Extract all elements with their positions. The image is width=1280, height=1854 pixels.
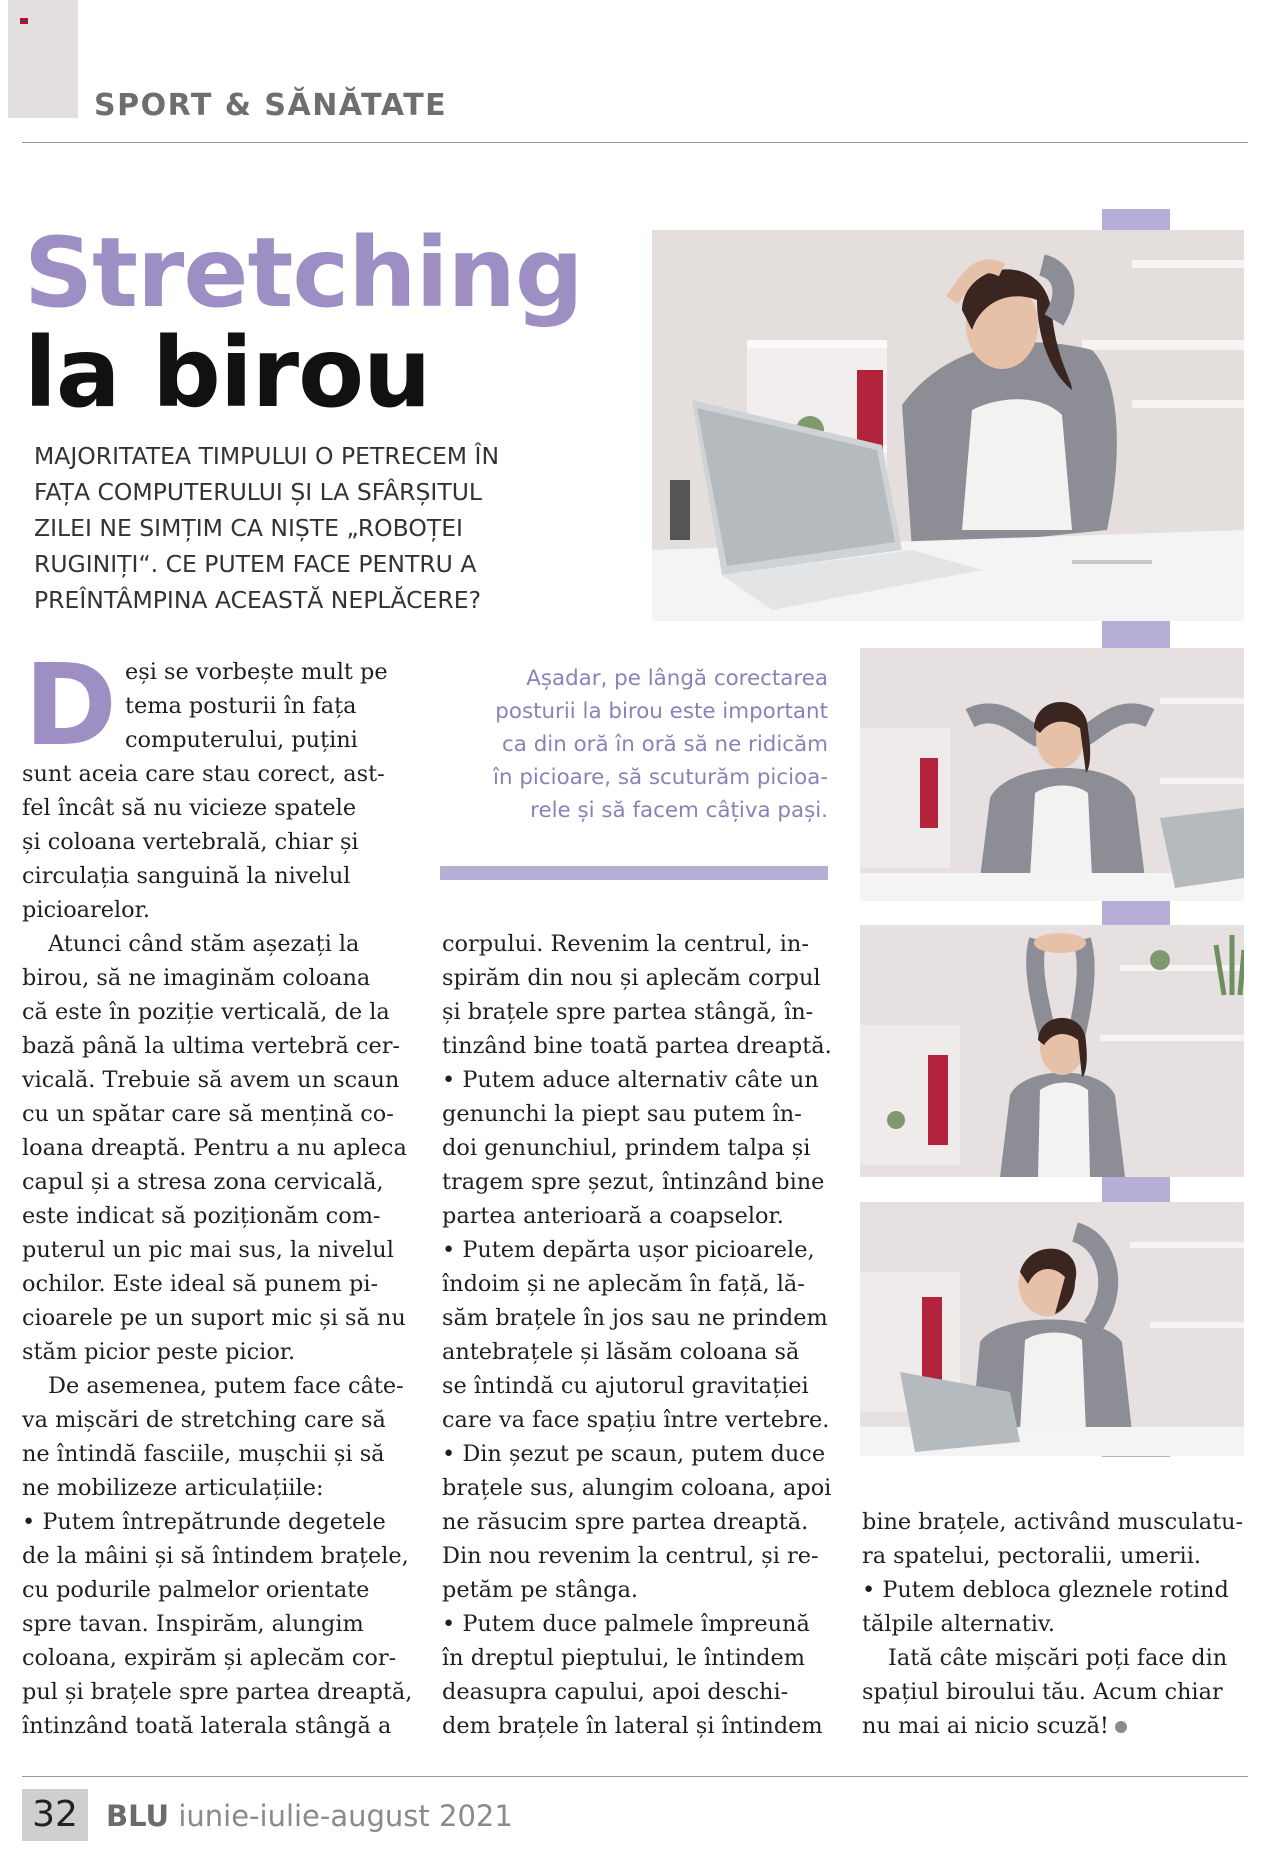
- lead-line: PREÎNTÂMPINA ACEASTĂ NEPLĂCERE?: [34, 586, 482, 614]
- text-line: petăm pe stânga.: [442, 1577, 639, 1603]
- text-line: de la mâini și să întindem brațele,: [22, 1543, 409, 1569]
- text-line-content: nu mai ai nicio scuză!: [862, 1713, 1109, 1739]
- text-line: ochilor. Este ideal să punem pi-: [22, 1271, 379, 1297]
- text-line: partea anterioară a coapselor.: [442, 1203, 784, 1229]
- lead-line: FAȚA COMPUTERULUI ȘI LA SFÂRȘITUL: [34, 478, 482, 506]
- section-label: SPORT & SĂNĂTATE: [94, 88, 448, 123]
- issue-date: iunie-iulie-august 2021: [178, 1799, 513, 1833]
- text-line: vicală. Trebuie să avem un scaun: [22, 1067, 400, 1093]
- text-line: spațiul biroului tău. Acum chiar: [862, 1679, 1223, 1705]
- photo-hands-behind-head: [860, 648, 1244, 901]
- text-line: corpului. Revenim la centrul, in-: [442, 931, 809, 957]
- pull-quote-line: Așadar, pe lângă corectarea: [526, 666, 828, 691]
- lead-line: RUGINIȚI“. CE PUTEM FACE PENTRU A: [34, 550, 477, 578]
- text-line: doi genunchiul, prindem talpa și: [442, 1135, 811, 1161]
- text-line: Atunci când stăm așezați la: [48, 931, 360, 957]
- text-line: este indicat să poziționăm com-: [22, 1203, 381, 1229]
- text-line: se întindă cu ajutorul gravitației: [442, 1373, 809, 1399]
- text-line: • Din șezut pe scaun, putem duce: [442, 1441, 826, 1467]
- text-line: spre tavan. Inspirăm, alungim: [22, 1611, 364, 1637]
- text-line: deasupra capului, apoi deschi-: [442, 1679, 789, 1705]
- page-number: 32: [22, 1789, 88, 1841]
- text-line: • Putem debloca gleznele rotind: [862, 1577, 1229, 1603]
- text-line: tinzând bine toată partea dreaptă.: [442, 1033, 832, 1059]
- paragraph: [22, 641, 420, 927]
- text-line: antebrațele și lăsăm coloana să: [442, 1339, 800, 1365]
- text-line: picioarelor.: [22, 897, 150, 923]
- text-line: săm brațele în jos sau ne prindem: [442, 1305, 828, 1331]
- text-line: • Putem duce palmele împreună: [442, 1611, 810, 1637]
- text-line: ne răsucim spre partea dreaptă.: [442, 1509, 809, 1535]
- drop-cap: D: [24, 641, 117, 771]
- text-line: stăm picior peste picior.: [22, 1339, 296, 1365]
- publication-line: [106, 1796, 513, 1836]
- text-line: tema posturii în fața: [124, 693, 357, 719]
- pull-quote-line: posturii la birou este important: [495, 699, 828, 724]
- paragraph: [22, 927, 420, 1369]
- text-line: puterul un pic mai sus, la nivelul: [22, 1237, 394, 1263]
- text-line: computerului, puțini: [124, 727, 358, 753]
- body-column-2: [442, 927, 842, 1743]
- pull-quote-line: rele și să facem câțiva pași.: [530, 798, 828, 823]
- text-line: va mișcări de stretching care să: [22, 1407, 386, 1433]
- text-line: ne întindă fasciile, mușchii și să: [22, 1441, 385, 1467]
- text-line: spirăm din nou și aplecăm corpul: [442, 965, 821, 991]
- text-line: care va face spațiu între vertebre.: [442, 1407, 830, 1433]
- text-line: tălpile alternativ.: [862, 1611, 1056, 1637]
- text-line: circulația sanguină la nivelul: [22, 863, 351, 889]
- lead-paragraph: [34, 438, 594, 618]
- text-line: îndoim și ne aplecăm în față, lă-: [442, 1271, 805, 1297]
- lead-line: ZILEI NE SIMȚIM CA NIȘTE „ROBOȚEI: [34, 514, 463, 542]
- text-line: în dreptul pieptului, le întindem: [442, 1645, 805, 1671]
- text-line: [862, 1709, 1246, 1743]
- lead-line: MAJORITATEA TIMPULUI O PETRECEM ÎN: [34, 442, 500, 470]
- text-line: genunchi la piept sau putem în-: [442, 1101, 802, 1127]
- photo-arms-raised: [860, 925, 1244, 1177]
- page-tab: [8, 0, 78, 118]
- text-line: Iată câte mișcări poți face din: [888, 1645, 1228, 1671]
- text-line: • Putem depărta ușor picioarele,: [442, 1237, 815, 1263]
- flag-icon: [20, 18, 28, 24]
- headline-line-2: la birou: [24, 317, 431, 429]
- text-line: cioarele pe un suport mic și să nu: [22, 1305, 406, 1331]
- text-line: și brațele spre partea stângă, în-: [442, 999, 814, 1025]
- paragraph: [862, 1505, 1246, 1641]
- paragraph: [442, 927, 842, 1743]
- text-line: tragem spre șezut, întinzând bine: [442, 1169, 825, 1195]
- text-line: cu podurile palmelor orientate: [22, 1577, 370, 1603]
- text-line: bine brațele, activând musculatu-: [862, 1509, 1244, 1535]
- text-line: • Putem aduce alternativ câte un: [442, 1067, 819, 1093]
- paragraph: [22, 1369, 420, 1743]
- paragraph: [862, 1641, 1246, 1743]
- text-line: sunt aceia care stau corect, ast-: [22, 761, 385, 787]
- headline-line-1: Stretching: [24, 217, 583, 329]
- photo-neck-stretch: [860, 1202, 1244, 1456]
- text-line: De asemenea, putem face câte-: [48, 1373, 404, 1399]
- pull-quote-line: în picioare, să scuturăm picioa-: [493, 765, 828, 790]
- text-line: că este în poziție verticală, de la: [22, 999, 390, 1025]
- text-line: loana dreaptă. Pentru a nu apleca: [22, 1135, 407, 1161]
- header-rule: [22, 142, 1248, 143]
- pull-quote: [450, 662, 828, 827]
- text-line: cu un spătar care să mențină co-: [22, 1101, 394, 1127]
- text-line: pul și brațele spre partea dreaptă,: [22, 1679, 413, 1705]
- body-column-1: [22, 641, 420, 1743]
- pull-quote-line: ca din oră în oră să ne ridicăm: [502, 732, 828, 757]
- text-line: ne mobilizeze articulațiile:: [22, 1475, 324, 1501]
- text-line: întinzând toată laterala stângă a: [22, 1713, 392, 1739]
- photo-woman-stretching-main: [652, 230, 1244, 621]
- text-line: ra spatelui, pectoralii, umerii.: [862, 1543, 1201, 1569]
- text-line: • Putem întrepătrunde degetele: [22, 1509, 386, 1535]
- text-line: și coloana vertebrală, chiar și: [22, 829, 359, 855]
- brand-name: BLU: [106, 1799, 170, 1833]
- text-line: dem brațele în lateral și întindem: [442, 1713, 823, 1739]
- text-line: capul și a stresa zona cervicală,: [22, 1169, 384, 1195]
- pull-quote-bar: [440, 866, 828, 880]
- text-line: fel încât să nu vicieze spatele: [22, 795, 357, 821]
- footer-rule: [22, 1776, 1248, 1777]
- text-line: brațele sus, alungim coloana, apoi: [442, 1475, 832, 1501]
- end-of-article-icon: [1115, 1721, 1127, 1733]
- text-line: eși se vorbește mult pe: [124, 659, 388, 685]
- text-line: coloana, expirăm și aplecăm cor-: [22, 1645, 397, 1671]
- body-column-3: [862, 1505, 1246, 1743]
- text-line: bază până la ultima vertebră cer-: [22, 1033, 400, 1059]
- text-line: Din nou revenim la centrul, și re-: [442, 1543, 819, 1569]
- text-line: birou, să ne imaginăm coloana: [22, 965, 371, 991]
